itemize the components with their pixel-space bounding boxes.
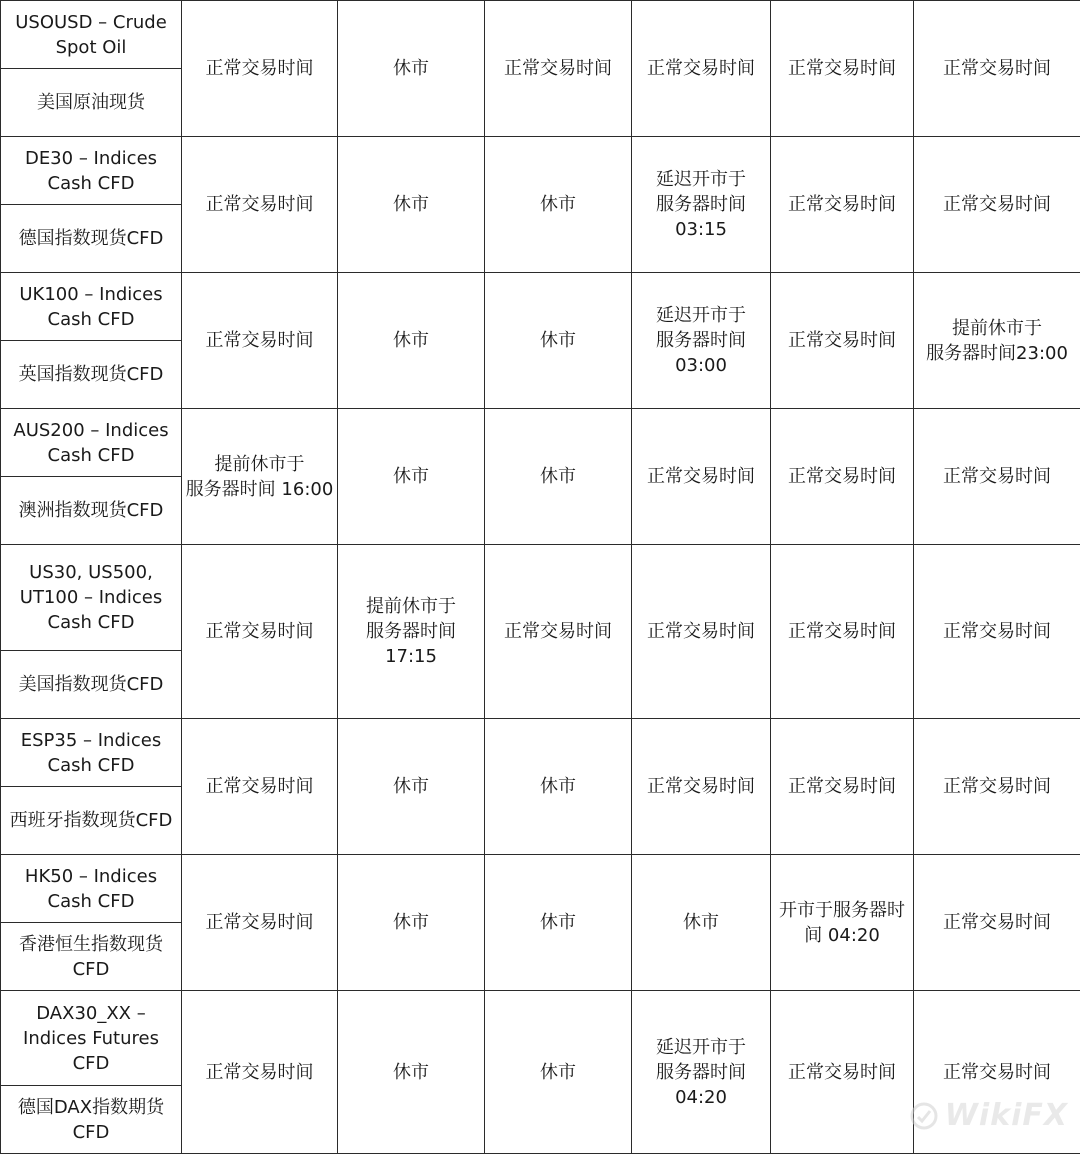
schedule-cell xyxy=(182,719,338,855)
symbol-name-en xyxy=(1,855,182,923)
symbol-name-zh-line: 香港恒生指数现货 xyxy=(3,932,179,957)
symbol-name-en-line: Spot Oil xyxy=(3,35,179,60)
symbol-name-en-line: Cash CFD xyxy=(3,307,179,332)
schedule-cell-line: 休市 xyxy=(487,192,629,217)
schedule-cell-line: 正常交易时间 xyxy=(916,464,1078,489)
table-row xyxy=(1,273,1080,341)
schedule-cell-line: 休市 xyxy=(340,328,482,353)
schedule-cell-line: 正常交易时间 xyxy=(184,328,335,353)
schedule-cell xyxy=(771,273,914,409)
schedule-cell-line: 休市 xyxy=(340,910,482,935)
table-row xyxy=(1,409,1080,477)
symbol-name-zh xyxy=(1,923,182,991)
schedule-cell-line: 服务器时间23:00 xyxy=(916,341,1078,366)
schedule-cell xyxy=(914,1,1080,137)
table-row xyxy=(1,545,1080,651)
schedule-cell-line: 延迟开市于 xyxy=(634,1035,768,1060)
schedule-cell xyxy=(182,409,338,545)
schedule-cell-line: 正常交易时间 xyxy=(773,1060,911,1085)
schedule-cell-line: 休市 xyxy=(487,328,629,353)
schedule-cell xyxy=(771,137,914,273)
symbol-name-en-line: Cash CFD xyxy=(3,171,179,196)
schedule-cell-line: 提前休市于 xyxy=(184,452,335,477)
schedule-cell-line: 休市 xyxy=(634,910,768,935)
schedule-cell-line: 间 04:20 xyxy=(773,923,911,948)
symbol-name-zh-line: 美国原油现货 xyxy=(3,90,179,115)
schedule-cell-line: 正常交易时间 xyxy=(487,56,629,81)
schedule-cell-line: 休市 xyxy=(487,774,629,799)
schedule-cell-line: 正常交易时间 xyxy=(634,619,768,644)
schedule-cell-line: 正常交易时间 xyxy=(773,619,911,644)
schedule-cell-line: 休市 xyxy=(340,774,482,799)
symbol-name-zh-line: 美国指数现货CFD xyxy=(3,672,179,697)
schedule-cell xyxy=(338,137,485,273)
schedule-cell xyxy=(485,409,632,545)
schedule-cell xyxy=(771,409,914,545)
schedule-cell xyxy=(914,273,1080,409)
schedule-cell xyxy=(632,1,771,137)
symbol-name-zh-line: 英国指数现货CFD xyxy=(3,362,179,387)
schedule-cell-line: 正常交易时间 xyxy=(916,1060,1078,1085)
schedule-cell-line: 正常交易时间 xyxy=(487,619,629,644)
schedule-cell-line: 开市于服务器时 xyxy=(773,898,911,923)
schedule-cell-line: 正常交易时间 xyxy=(184,619,335,644)
schedule-cell-line: 正常交易时间 xyxy=(916,910,1078,935)
symbol-name-en-line: AUS200 – Indices xyxy=(3,418,179,443)
table-row xyxy=(1,991,1080,1086)
schedule-cell xyxy=(485,137,632,273)
symbol-name-zh-line: 德国指数现货CFD xyxy=(3,226,179,251)
symbol-name-en-line: Indices Futures xyxy=(3,1026,179,1051)
symbol-name-zh xyxy=(1,787,182,855)
schedule-cell-line: 17:15 xyxy=(340,644,482,669)
schedule-cell xyxy=(914,545,1080,719)
schedule-cell xyxy=(632,273,771,409)
symbol-name-zh-line: 澳洲指数现货CFD xyxy=(3,498,179,523)
symbol-name-en-line: UK100 – Indices xyxy=(3,282,179,307)
schedule-cell-line: 03:00 xyxy=(634,353,768,378)
schedule-cell-line: 04:20 xyxy=(634,1085,768,1110)
schedule-cell xyxy=(182,137,338,273)
schedule-cell xyxy=(914,991,1080,1154)
symbol-name-en-line: DAX30_XX – xyxy=(3,1001,179,1026)
schedule-cell-line: 正常交易时间 xyxy=(634,464,768,489)
schedule-cell xyxy=(485,273,632,409)
schedule-cell xyxy=(338,273,485,409)
symbol-name-en-line: Cash CFD xyxy=(3,889,179,914)
schedule-cell xyxy=(182,855,338,991)
schedule-cell xyxy=(338,545,485,719)
schedule-cell xyxy=(485,855,632,991)
schedule-cell-line: 休市 xyxy=(340,1060,482,1085)
symbol-name-en xyxy=(1,137,182,205)
schedule-cell xyxy=(485,1,632,137)
table-row xyxy=(1,855,1080,923)
schedule-cell xyxy=(338,991,485,1154)
schedule-cell-line: 正常交易时间 xyxy=(634,56,768,81)
schedule-cell xyxy=(182,991,338,1154)
schedule-cell xyxy=(485,545,632,719)
schedule-cell xyxy=(632,545,771,719)
schedule-cell xyxy=(914,409,1080,545)
schedule-cell-line: 正常交易时间 xyxy=(184,774,335,799)
symbol-name-en xyxy=(1,991,182,1086)
symbol-name-zh xyxy=(1,651,182,719)
schedule-cell xyxy=(338,855,485,991)
symbol-name-zh-line: CFD xyxy=(3,957,179,982)
schedule-cell-line: 提前休市于 xyxy=(916,316,1078,341)
schedule-cell-line: 提前休市于 xyxy=(340,594,482,619)
symbol-name-en-line: CFD xyxy=(3,1051,179,1076)
table-row xyxy=(1,719,1080,787)
schedule-cell-line: 延迟开市于 xyxy=(634,303,768,328)
symbol-name-zh-line: 德国DAX指数期货 xyxy=(3,1095,179,1120)
schedule-cell xyxy=(632,409,771,545)
symbol-name-en xyxy=(1,409,182,477)
schedule-cell-line: 服务器时间 xyxy=(340,619,482,644)
schedule-cell xyxy=(632,137,771,273)
schedule-cell xyxy=(338,409,485,545)
symbol-name-en-line: DE30 – Indices xyxy=(3,146,179,171)
symbol-name-en-line: Cash CFD xyxy=(3,753,179,778)
schedule-cell xyxy=(771,991,914,1154)
schedule-cell-line: 休市 xyxy=(487,1060,629,1085)
schedule-cell xyxy=(338,1,485,137)
schedule-cell-line: 休市 xyxy=(340,56,482,81)
schedule-cell-line: 休市 xyxy=(487,464,629,489)
schedule-cell xyxy=(914,137,1080,273)
symbol-name-en-line: Cash CFD xyxy=(3,443,179,468)
schedule-cell-line: 正常交易时间 xyxy=(773,56,911,81)
symbol-name-zh-line: CFD xyxy=(3,1120,179,1145)
symbol-name-zh-line: 西班牙指数现货CFD xyxy=(3,808,179,833)
schedule-cell-line: 正常交易时间 xyxy=(773,774,911,799)
schedule-cell xyxy=(914,719,1080,855)
schedule-cell xyxy=(771,1,914,137)
schedule-cell-line: 服务器时间 xyxy=(634,1060,768,1085)
schedule-cell-line: 正常交易时间 xyxy=(916,192,1078,217)
schedule-cell-line: 正常交易时间 xyxy=(184,56,335,81)
schedule-cell xyxy=(632,719,771,855)
schedule-cell xyxy=(485,991,632,1154)
symbol-name-zh xyxy=(1,205,182,273)
schedule-cell-line: 03:15 xyxy=(634,217,768,242)
schedule-cell xyxy=(338,719,485,855)
symbol-name-zh xyxy=(1,1086,182,1154)
schedule-cell-line: 休市 xyxy=(340,192,482,217)
schedule-cell-line: 正常交易时间 xyxy=(773,464,911,489)
schedule-cell xyxy=(182,545,338,719)
schedule-cell xyxy=(182,1,338,137)
schedule-cell-line: 正常交易时间 xyxy=(916,619,1078,644)
symbol-name-en-line: Cash CFD xyxy=(3,610,179,635)
schedule-cell-line: 正常交易时间 xyxy=(634,774,768,799)
symbol-name-en-line: ESP35 – Indices xyxy=(3,728,179,753)
table-row xyxy=(1,137,1080,205)
schedule-cell-line: 正常交易时间 xyxy=(184,1060,335,1085)
schedule-cell-line: 正常交易时间 xyxy=(916,56,1078,81)
schedule-cell xyxy=(632,855,771,991)
schedule-cell-line: 服务器时间 16:00 xyxy=(184,477,335,502)
symbol-name-en-line: UT100 – Indices xyxy=(3,585,179,610)
schedule-cell-line: 休市 xyxy=(340,464,482,489)
schedule-cell xyxy=(771,545,914,719)
symbol-name-zh xyxy=(1,341,182,409)
symbol-name-zh xyxy=(1,69,182,137)
schedule-cell-line: 服务器时间 xyxy=(634,192,768,217)
schedule-cell-line: 正常交易时间 xyxy=(184,910,335,935)
watermark-text: WikiFX xyxy=(945,1098,1068,1133)
schedule-cell-line: 延迟开市于 xyxy=(634,167,768,192)
symbol-name-en-line: USOUSD – Crude xyxy=(3,10,179,35)
schedule-cell-line: 服务器时间 xyxy=(634,328,768,353)
schedule-cell xyxy=(485,719,632,855)
schedule-cell-line: 正常交易时间 xyxy=(773,192,911,217)
symbol-name-en xyxy=(1,719,182,787)
schedule-cell xyxy=(771,855,914,991)
schedule-cell-line: 休市 xyxy=(487,910,629,935)
schedule-cell-line: 正常交易时间 xyxy=(184,192,335,217)
symbol-name-en-line: US30, US500, xyxy=(3,560,179,585)
schedule-cell-line: 正常交易时间 xyxy=(916,774,1078,799)
schedule-cell-line: 正常交易时间 xyxy=(773,328,911,353)
symbol-name-zh xyxy=(1,477,182,545)
symbol-name-en xyxy=(1,1,182,69)
schedule-cell xyxy=(182,273,338,409)
schedule-cell xyxy=(771,719,914,855)
symbol-name-en-line: HK50 – Indices xyxy=(3,864,179,889)
symbol-name-en xyxy=(1,545,182,651)
symbol-name-en xyxy=(1,273,182,341)
table-row xyxy=(1,1,1080,69)
schedule-cell xyxy=(914,855,1080,991)
schedule-cell xyxy=(632,991,771,1154)
